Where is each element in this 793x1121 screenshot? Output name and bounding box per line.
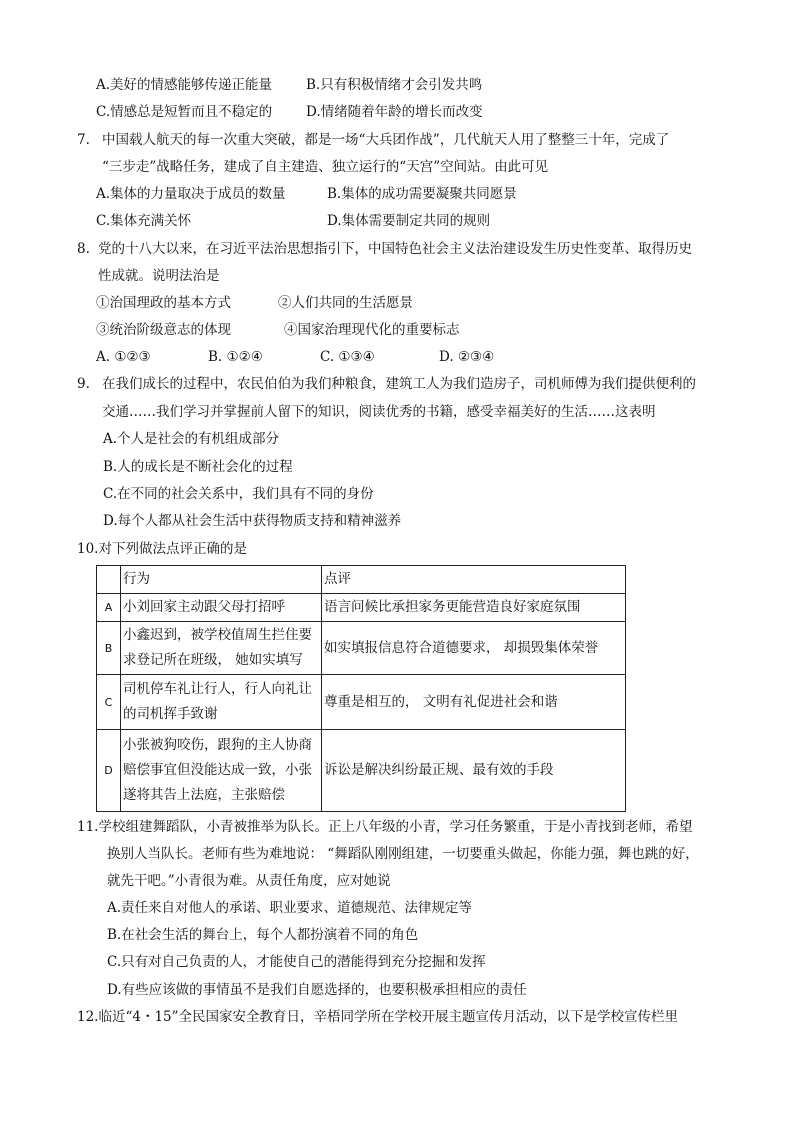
- row-comment: 语言问候比承担家务更能营造良好家庭氛围: [322, 594, 626, 622]
- row-label: C: [97, 675, 121, 730]
- q8-item-4: ④国家治理现代化的重要标志: [284, 322, 460, 338]
- q6-option-d: D.情绪随着年龄的增长而改变: [306, 104, 483, 120]
- q8-option-c: C. ①③④: [320, 349, 375, 365]
- table-row: [97, 730, 626, 812]
- q6-option-b: B.只有积极情绪才会引发共鸣: [306, 77, 483, 93]
- q8-option-d: D. ②③④: [439, 349, 495, 365]
- q7-option-d: D.集体需要制定共同的规则: [327, 213, 491, 229]
- q9-option-b: B.人的成长是不断社会化的过程: [103, 459, 293, 475]
- table-row: [97, 675, 626, 730]
- q8-option-b: B. ①②④: [208, 349, 263, 365]
- row-comment: 诉讼是解决纠纷最正规、最有效的手段: [322, 730, 626, 812]
- q8-item-2: ②人们共同的生活愿景: [278, 295, 413, 311]
- q8-stem-line-1: 党的十八大以来，在习近平法治思想指引下，中国特色社会主义法治建设发生历史性变革、取得历史: [98, 241, 692, 257]
- table-header-row: [97, 566, 626, 594]
- q9-option-d: D.每个人都从社会生活中获得物质支持和精神滋养: [103, 513, 402, 529]
- q9-stem-line-1: 在我们成长的过程中，农民伯伯为我们种粮食，建筑工人为我们造房子，司机师傅为我们提供便利的: [102, 376, 696, 392]
- q7-option-c: C.集体充满关怀: [96, 213, 192, 229]
- table-row: [97, 594, 626, 622]
- q6-option-c: C.情感总是短暂而且不稳定的: [96, 104, 273, 120]
- q7-stem-line-1: 中国载人航天的每一次重大突破，都是一场“大兵团作战”，几代航天人用了整整三十年，完成了: [102, 132, 670, 148]
- row-action: 司机停车礼让行人，行人向礼让的司机挥手致谢: [121, 675, 322, 730]
- q7-number: 7.: [77, 132, 90, 148]
- table-row: [97, 622, 626, 675]
- row-comment: 如实填报信息符合道德要求， 却损毁集体荣誉: [322, 622, 626, 675]
- row-label: D: [97, 730, 121, 812]
- table-header-comment: 点评: [322, 566, 626, 594]
- q12-stem-line-1: 12.临近“4・15”全民国家安全教育日，辛梧同学所在学校开展主题宣传月活动，以下是学校宣传栏里: [77, 1009, 679, 1025]
- q11-option-c: C.只有对自己负责的人，才能使自己的潜能得到充分挖掘和发挥: [107, 954, 486, 970]
- row-action: 小刘回家主动跟父母打招呼: [121, 594, 322, 622]
- q11-option-b: B.在社会生活的舞台上，每个人都扮演着不同的角色: [107, 927, 419, 943]
- row-label: A: [97, 594, 121, 622]
- q8-stem-line-2: 性成就。说明法治是: [98, 268, 220, 284]
- row-comment: 尊重是相互的， 文明有礼促进社会和谐: [322, 675, 626, 730]
- q11-option-a: A.责任来自对他人的承诺、职业要求、道德规范、法律规定等: [107, 900, 473, 916]
- q6-option-a: A.美好的情感能够传递正能量: [96, 77, 273, 93]
- table-header-action: 行为: [121, 566, 322, 594]
- q10-table: [96, 565, 626, 812]
- q11-option-d: D.有些应该做的事情虽不是我们自愿选择的，也要积极承担相应的责任: [107, 982, 527, 998]
- q8-number: 8.: [77, 241, 90, 257]
- q8-item-1: ①治国理政的基本方式: [96, 295, 231, 311]
- q7-stem-line-2: “三步走”战略任务，建成了自主建造、独立运行的“天宫”空间站。由此可见: [102, 159, 549, 175]
- q9-option-c: C.在不同的社会关系中，我们具有不同的身份: [103, 486, 374, 502]
- q7-option-b: B.集体的成功需要凝聚共同愿景: [327, 186, 517, 202]
- q8-option-a: A. ①②③: [96, 349, 151, 365]
- q11-stem-line-1: 11.学校组建舞蹈队，小青被推举为队长。正上八年级的小青，学习任务繁重，于是小青找到老师，希望: [77, 819, 693, 835]
- row-label: B: [97, 622, 121, 675]
- q11-stem-line-2: 换别人当队长。老师有些为难地说： “舞蹈队刚刚组建，一切要重头做起，你能力强，舞也跳的好，: [107, 846, 699, 862]
- q9-stem-line-2: 交通……我们学习并掌握前人留下的知识，阅读优秀的书籍，感受幸福美好的生活……这表明: [102, 404, 656, 420]
- q11-stem-line-3: 就先干吧。”小青很为难。从责任角度，应对她说: [107, 873, 391, 889]
- q9-number: 9.: [77, 376, 90, 392]
- q10-stem: 10.对下列做法点评正确的是: [77, 541, 247, 557]
- q7-option-a: A.集体的力量取决于成员的数量: [96, 186, 286, 202]
- table-header-blank: [97, 566, 121, 594]
- row-action: 小鑫迟到，被学校值周生拦住要求登记所在班级， 她如实填写: [121, 622, 322, 675]
- q9-option-a: A.个人是社会的有机组成部分: [103, 431, 280, 447]
- row-action: 小张被狗咬伤，跟狗的主人协商赔偿事宜但没能达成一致，小张遂将其告上法庭，主张赔偿: [121, 730, 322, 812]
- q8-item-3: ③统治阶级意志的体现: [96, 322, 231, 338]
